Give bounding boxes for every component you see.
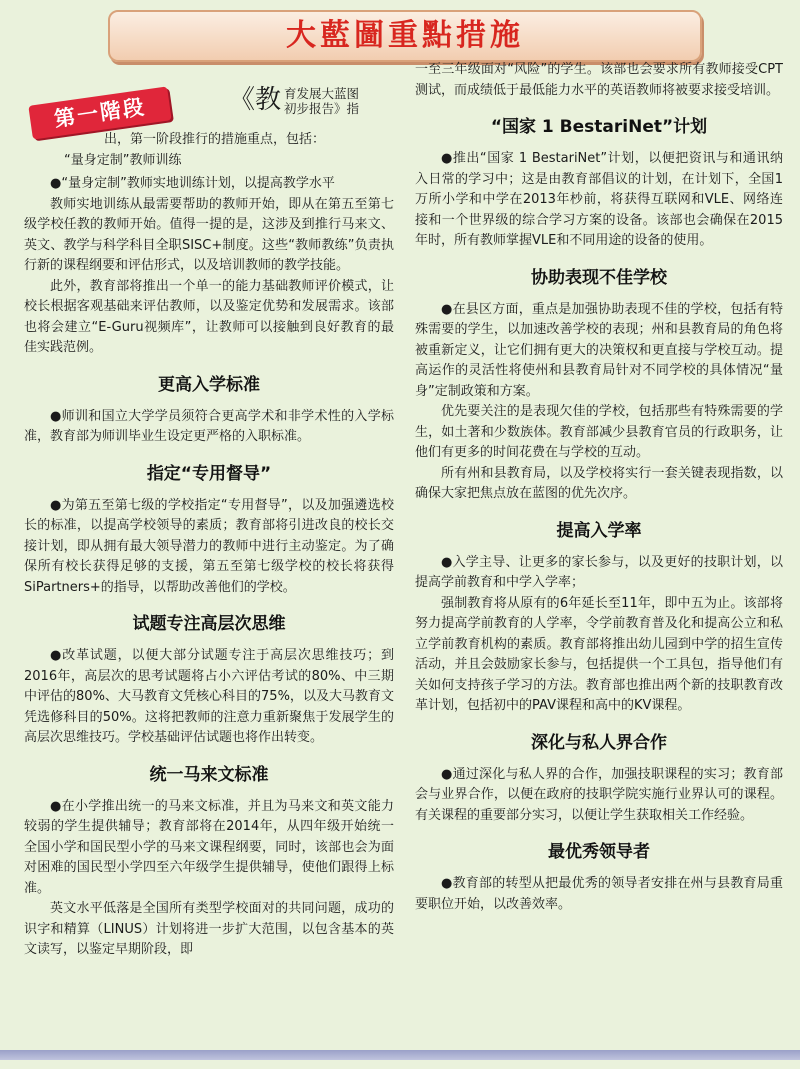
page-title: 大藍圖重點措施 — [286, 18, 524, 53]
right-paragraph-9: ●教育部的转型从把最优秀的领导者安排在州与县教育局重要职位开始，以改善效率。 — [415, 876, 783, 912]
left-paragraph-3: 此外，教育部将推出一个单一的能力基础教师评价模式，让校长根据客观基础来评估教师，以及鉴定优势和发展需求。该部也将会建立“E-Guru视频库”，让教师可以接触到良好教育的最佳实践范例。 — [24, 278, 394, 355]
heading-malay-standard: 统一马来文标准 — [149, 764, 269, 785]
heading-best-leaders: 最优秀领导者 — [548, 842, 650, 862]
left-paragraph-5: ●为第五至第七级的学校指定“专用督导”，以及加强遴选校长的标准，以提高学校领导的素质；教育部将引进改良的校长交接计划，即从拥有最大领导潜力的教师中进行主动鉴定。为了确保所有校长获得足够的支援，第五至第七级学校的校长将获得SiPartners+的指导，以帮助改善他们的学校。 — [24, 497, 394, 595]
heading-private-sector: 深化与私人界合作 — [531, 732, 667, 753]
intro-line-2: “量身定制”教师训练 — [64, 152, 182, 168]
left-paragraph-4: ●师训和国立大学学员须符合更高学术和非学术性的入学标准，教育部为师训毕业生设定更严格的入职标准。 — [24, 408, 394, 444]
left-paragraph-8: 英文水平低落是全国所有类型学校面对的共同问题，成功的识字和精算（LINUS）计划将进一步扩大范围，以包含基本的英文读写，以鉴定早期阶段，即 — [24, 901, 394, 957]
right-paragraph-3: ●在县区方面，重点是加强协助表现不佳的学校，包括有特殊需要的学生，以加速改善学校的表现；州和县教育局的角色将被重新定义，让它们拥有更大的决策权和更直接与学校互动。提高运作的灵活性将使州和县教育局针对不同学校的具体情况“量身”定制政策和方案。 — [415, 301, 783, 399]
right-paragraph-1: 一至三年级面对“风险”的学生。该部也会要求所有教师接受CPT测试，而成绩低于最低能力水平的英语教师将被要求接受培训。 — [415, 62, 783, 98]
right-paragraph-5: 所有州和县教育局，以及学校将实行一套关键表现指数，以确保大家把焦点放在蓝图的优先次序。 — [415, 465, 783, 501]
left-paragraph-1: ●“量身定制”教师实地训练计划，以提高教学水平 — [50, 176, 335, 191]
right-column — [415, 60, 783, 915]
right-paragraph-7: 强制教育将从原有的6年延长至11年，即中五为止。该部将努力提高学前教育的人学率，令学前教育普及化和提高公立和私立学前教育机构的素质。教育部将推出幼儿园到中学的招生宣传活动，并且会鼓励家长参与，包括提供一个工具包，指导他们有关如何支持孩子学习的方法。教育部也推出两个新的技职教育改革计划，包括初中的PAV课程和高中的KV课程。 — [415, 595, 783, 713]
intro-big-text: 《教 — [229, 85, 282, 115]
left-paragraph-7: ●在小学推出统一的马来文标准，并且为马来文和英文能力较弱的学生提供辅导；教育部将在2014年，从四年级开始统一全国小学和国民型小学的马来文课程纲要，同时，该部也会为面对困难的国民型小学四至六年级学生提供辅导，使他们跟得上标准。 — [24, 798, 394, 896]
intro-sub-text — [284, 86, 359, 116]
intro-rest — [24, 130, 394, 171]
phase-badge: 第一階段 — [28, 86, 171, 139]
intro-sub-line-2: 初步报告》指 — [284, 101, 360, 116]
heading-enrollment: 提高入学率 — [556, 520, 642, 541]
right-paragraph-6: ●入学主导、让更多的家长参与，以及更好的技职计划，以提高学前教育和中学入学率； — [415, 554, 783, 590]
right-paragraph-2: ●推出“国家 1 BestariNet”计划，以便把资讯与和通讯纳入日常的学习中；这是由教育部倡议的计划，在计划下，全国1万所小学和中学在2013年杪前，将获得互联网和VLE、网络连接和一个世界级的综合学习方案的设备。该部也会确保在2015年时，所有教师掌握VLE和不同用途的设备的使用。 — [415, 151, 783, 248]
right-paragraph-4: 优先要关注的是表现欠佳的学校，包括那些有特殊需要的学生，如土著和少数族体。教育部减少县教育官员的行政职务，让他们有更多的时间花费在与学校的互动。 — [415, 404, 783, 460]
intro-sub-line-1: 育发展大蓝图 — [284, 86, 360, 101]
heading-admission-standard: 更高入学标准 — [158, 374, 260, 395]
bottom-border-bar — [0, 1050, 800, 1060]
intro-block — [24, 60, 394, 174]
heading-assist-schools: 协助表现不佳学校 — [531, 267, 667, 288]
intro-line-1: 出，第一阶段推行的措施重点，包括： — [104, 132, 326, 147]
heading-dedicated-coach: 指定“专用督导” — [146, 463, 272, 484]
right-paragraph-8: ●通过深化与私人界的合作，加强技职课程的实习；教育部会与业界合作，以便在政府的技职学院实施行业界认可的课程。有关课程的重要部分实习，以便让学生获取相关工作经验。 — [415, 766, 783, 823]
left-paragraph-6: ●改革试题，以便大部分试题专注于高层次思维技巧；到2016年，高层次的思考试题将占小六评估考试的80%、中三期中评估的80%、大马教育文凭核心科目的75%，以及大马教育文凭选修科目的50%。这将把教师的注意力重新聚焦于发展学生的高层次思维技巧。学校基础评估试题也将作出转变。 — [24, 648, 394, 745]
heading-bestarinet: “国家 1 BestariNet”计划 — [490, 117, 708, 137]
title-banner — [108, 10, 702, 62]
heading-exam-hots: 试题专注高层次思维 — [132, 614, 286, 634]
left-column — [24, 60, 394, 961]
left-paragraph-2: 教师实地训练从最需要帮助的教师开始，即从在第五至第七级学校任教的教师开始。值得一提的是，这涉及到推行马来文、英文、教学与科学科目全职SISC+制度。这些“教师教练”负责执行新的课程纲要和评估形式，以及培训教师的教学技能。 — [24, 196, 394, 273]
